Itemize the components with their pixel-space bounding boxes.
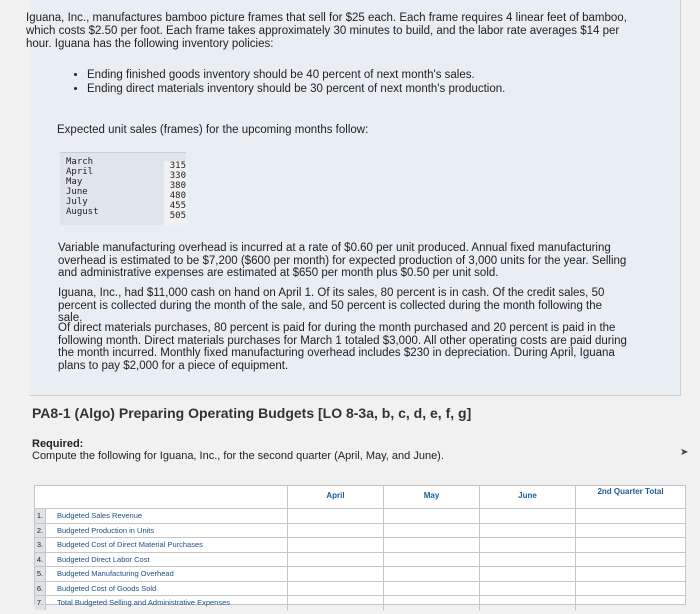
overhead-paragraph: Variable manufacturing overhead is incurred at a rate of $0.60 per unit produced. Annual fixed manufacturing overhead is estimated to be $7,200 ($600 per month) for expected production of 3,000 units for the year. Selling and administrative expenses are estimated at $650 per month plus $0.50 per unit sold.: [58, 242, 627, 279]
input-cell-quarter-total[interactable]: [575, 509, 685, 523]
table-row: [35, 595, 685, 610]
policy-item: • Ending finished goods inventory should be 40 percent of next month's sales.: [87, 68, 505, 82]
table-row: [35, 566, 685, 581]
assignment-heading: PA8-1 (Algo) Preparing Operating Budgets [LO 8-3a, b, c, d, e, f, g]: [32, 405, 472, 421]
input-cell-april[interactable]: [287, 553, 383, 567]
input-cell-april[interactable]: [287, 582, 383, 596]
column-header-june: June: [479, 486, 575, 508]
input-cell-june[interactable]: [479, 596, 575, 610]
input-cell-june[interactable]: [479, 524, 575, 538]
input-cell-june[interactable]: [479, 538, 575, 552]
month-label: July: [66, 197, 88, 207]
budget-rows: [35, 508, 685, 610]
budget-answer-table: [34, 485, 686, 605]
input-cell-quarter-total[interactable]: [575, 567, 685, 581]
input-cell-june[interactable]: [479, 553, 575, 567]
input-cell-may[interactable]: [383, 524, 479, 538]
table-row: [35, 537, 685, 552]
mouse-cursor-icon: ➤: [680, 447, 689, 458]
sales-months-column: [66, 157, 99, 217]
month-label: March: [66, 157, 94, 167]
expected-sales-table: [60, 152, 186, 225]
row-number: 3.: [35, 538, 46, 552]
input-cell-quarter-total[interactable]: [575, 538, 685, 552]
input-cell-may[interactable]: [383, 596, 479, 610]
column-header-may: May: [383, 486, 479, 508]
units-value: 480: [169, 191, 186, 201]
row-number: 2.: [35, 524, 46, 538]
input-cell-quarter-total[interactable]: [575, 524, 685, 538]
input-cell-april[interactable]: [287, 567, 383, 581]
month-label: August: [66, 207, 99, 217]
required-text: Compute the following for Iguana, Inc., for the second quarter (April, May, and June).: [32, 450, 444, 462]
policy-item: • Ending direct materials inventory should be 30 percent of next month's production.: [87, 82, 505, 96]
expected-sales-label: Expected unit sales (frames) for the upcoming months follow:: [57, 124, 369, 136]
table-header-blank: [35, 486, 287, 508]
problem-intro: Iguana, Inc., manufactures bamboo picture frames that sell for $25 each. Each frame requires 4 linear feet of bamboo, which costs $2.50 per foot. Each frame takes approximately 30 minutes to build, and the labor rate averages $14 per hour. Iguana has the following inventory policies:: [26, 12, 627, 50]
row-label: Budgeted Manufacturing Overhead: [57, 569, 174, 578]
row-label: Budgeted Cost of Goods Sold: [57, 583, 157, 593]
month-label: May: [66, 177, 83, 187]
units-value: 330: [169, 171, 186, 181]
input-cell-quarter-total[interactable]: [575, 553, 685, 567]
input-cell-quarter-total[interactable]: [575, 596, 685, 610]
units-value: 505: [169, 211, 186, 221]
input-cell-june[interactable]: [479, 582, 575, 596]
row-number: 1.: [35, 509, 46, 523]
input-cell-may[interactable]: [383, 538, 479, 552]
table-row: [35, 523, 685, 538]
input-cell-april[interactable]: [287, 538, 383, 552]
sales-units-column: [164, 161, 187, 225]
input-cell-april[interactable]: [287, 596, 383, 610]
month-label: April: [66, 167, 94, 177]
row-label: Total Budgeted Selling and Administrative Expenses: [57, 598, 231, 607]
input-cell-quarter-total[interactable]: [575, 582, 685, 596]
input-cell-may[interactable]: [383, 582, 479, 596]
inventory-policy-list: [75, 68, 505, 96]
row-number: 7.: [35, 596, 46, 610]
input-cell-june[interactable]: [479, 509, 575, 523]
units-value: 380: [169, 181, 186, 191]
input-cell-june[interactable]: [479, 567, 575, 581]
row-number: 5.: [35, 567, 46, 581]
input-cell-may[interactable]: [383, 509, 479, 523]
input-cell-april[interactable]: [287, 509, 383, 523]
units-value: 315: [169, 161, 186, 171]
row-label: Budgeted Cost of Direct Material Purchases: [57, 540, 203, 549]
input-cell-april[interactable]: [287, 524, 383, 538]
row-label: Budgeted Sales Revenue: [57, 511, 143, 520]
input-cell-may[interactable]: [383, 553, 479, 567]
input-cell-may[interactable]: [383, 567, 479, 581]
units-value: 455: [169, 201, 186, 211]
row-number: 4.: [35, 553, 46, 567]
row-label: Budgeted Direct Labor Cost: [57, 554, 150, 564]
table-row: [35, 552, 685, 567]
row-number: 6.: [35, 582, 46, 596]
cash-paragraph: Iguana, Inc., had $11,000 cash on hand on April 1. Of its sales, 80 percent is in cash. Of the credit sales, 50 percent is collected during the month of the sale, and 50 percent is collected during the month following the sale.: [58, 287, 605, 324]
month-label: June: [66, 187, 88, 197]
row-label: Budgeted Production in Units: [57, 525, 155, 535]
column-header-april: April: [287, 486, 383, 508]
table-row: [35, 508, 685, 523]
required-label: Required:: [32, 438, 84, 450]
purchases-paragraph: Of direct materials purchases, 80 percent is paid for during the month purchased and 20 percent is paid in the following month. Direct materials purchases for March 1 totaled $3,000. All other operating costs are paid during the month incurred. Monthly fixed manufacturing overhead includes $230 in depreciation. During April, Iguana plans to pay $2,000 for a piece of equipment.: [58, 322, 627, 372]
table-row: [35, 581, 685, 596]
column-header-quarter-total: 2nd Quarter Total: [575, 486, 685, 508]
